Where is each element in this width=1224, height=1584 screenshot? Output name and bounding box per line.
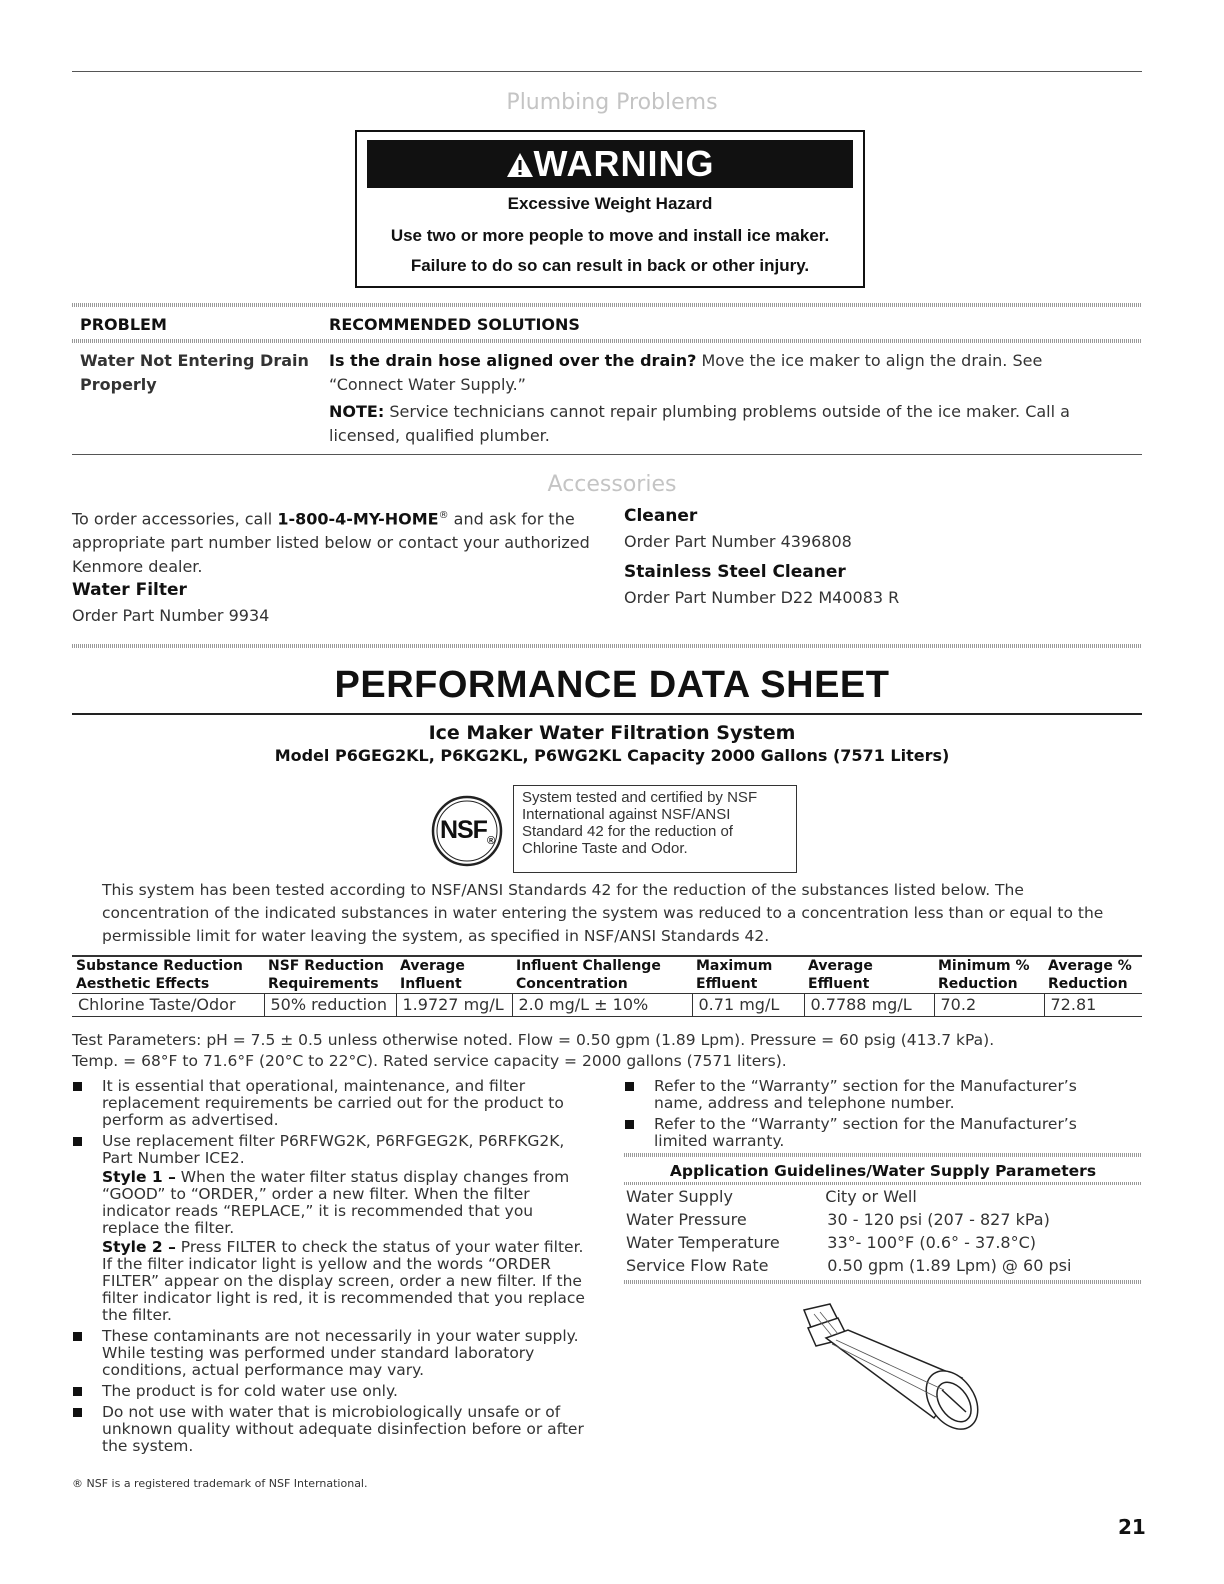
warning-header [367,140,853,188]
th-avg-influent: Average Influent [400,958,465,992]
th-nsf: NSF Reduction Requirements [268,958,384,992]
warning-label: WARNING [533,143,715,184]
performance-subtitle: Ice Maker Water Filtration System [428,722,796,744]
rule [72,454,1142,455]
param-value: 33°- 100°F (0.6° - 37.8°C) [827,1233,1037,1252]
list-item: Refer to the “Warranty” section for the Manufacturer’s name, address and telephone number. [624,1078,1129,1112]
list-item: Refer to the “Warranty” section for the Manufacturer’s limited warranty. [624,1116,1129,1150]
warning-hazard: Excessive Weight Hazard [507,194,713,213]
warning-line-2: Failure to do so can result in back or other injury. [410,256,810,275]
intro-phone: 1-800-4-MY-HOME [277,509,439,529]
note-text [329,400,1109,448]
water-filter-heading: Water Filter [72,580,187,600]
nsf-footnote: ® NSF is a registered trademark of NSF International. [72,1477,368,1490]
table-row [624,1185,1142,1208]
cell: 0.7788 mg/L [804,994,934,1017]
table-row [624,1208,1142,1231]
table-row [624,1254,1142,1277]
th-avg-reduction: Average % Reduction [1048,958,1132,992]
table-row [72,994,1142,1017]
param-value: 0.50 gpm (1.89 Lpm) @ 60 psi [827,1256,1072,1275]
ss-cleaner-heading: Stainless Steel Cleaner [624,562,846,582]
cell: 2.0 mg/L ± 10% [512,994,692,1017]
param-label: Water Pressure [626,1210,747,1229]
test-params-1: Test Parameters: pH = 7.5 ± 0.5 unless otherwise noted. Flow = 0.50 gpm (1.89 Lpm). Pressure = 60 psig (413.7 kPa). [72,1031,995,1049]
app-guidelines-title: Application Guidelines/Water Supply Parameters [669,1162,1097,1180]
list-item: These contaminants are not necessarily in your water supply. While testing was performed under standard laboratory conditions, actual performance may vary. [72,1328,592,1379]
note-body: Service technicians cannot repair plumbing problems outside of the ice maker. Call a licensed, qualified plumber. [329,402,1070,445]
registered-mark: ® [438,510,449,521]
warning-triangle-icon [506,142,534,190]
water-filter-illustration [786,1300,996,1440]
solution-answer: Move the ice maker to align the drain. See “Connect Water Supply.” [329,351,1043,394]
title-rule [72,713,1142,715]
accessories-section-title: Accessories [547,472,677,497]
performance-table-header [72,956,1142,994]
dotted-divider [624,1280,1142,1284]
application-guidelines-table [624,1160,1142,1277]
performance-table [72,955,1142,1017]
cell: 70.2 [934,994,1044,1017]
problem-line-2: Properly [80,375,157,394]
cell: 50% reduction [264,994,396,1017]
style1-label: Style 1 – [102,1168,176,1186]
cleaner-order: Order Part Number 4396808 [624,532,852,551]
ss-cleaner-order: Order Part Number D22 M40083 R [624,588,900,607]
plumbing-section-title: Plumbing Problems [506,90,718,115]
solution-text [329,349,1109,397]
water-filter-order: Order Part Number 9934 [72,606,270,625]
right-bullets [624,1078,1129,1154]
list-item: It is essential that operational, maintenance, and filter replacement requirements be carried out for the product to perform as advertised. [72,1078,592,1129]
th-influent-challenge: Influent Challenge Concentration [516,958,661,992]
dotted-divider [72,644,1142,648]
col-problem-header: PROBLEM [80,315,167,334]
param-label: Water Supply [626,1187,733,1206]
th-max-effluent: Maximum Effluent [696,958,773,992]
th-avg-effluent: Average Effluent [808,958,873,992]
note-label: NOTE: [329,402,385,421]
nsf-registered: ® [486,835,495,847]
param-label: Water Temperature [626,1233,780,1252]
performance-model: Model P6GEG2KL, P6KG2KL, P6WG2KL Capacity 2000 Gallons (7571 Liters) [274,746,950,765]
test-params-2: Temp. = 68°F to 71.6°F (20°C to 22°C). Rated service capacity = 2000 gallons (7571 liters). [72,1052,787,1070]
problem-line-1: Water Not Entering Drain [80,351,309,370]
top-rule [72,71,1142,72]
style2-label: Style 2 – [102,1238,176,1256]
list-item: Use replacement filter P6RFWG2K, P6RFGEG2K, P6RFKG2K, Part Number ICE2. Style 1 – When the water filter status display changes from “GOOD” to “ORDER,” order a new filter. When the filter indicator reads “REPLACE,” it is recommended that you replace the filter. Style 2 – Press FILTER to check the status of your water filter. If the filter indicator light is yellow and the words “ORDER FILTER” appear on the display screen, order a new filter. If the filter indicator light is red, it is recommended that you replace the filter. [72,1133,592,1324]
param-value: 30 - 120 psi (207 - 827 kPa) [827,1210,1050,1229]
table-row [624,1231,1142,1254]
nsf-logo [431,795,503,867]
th-substance: Substance Reduction Aesthetic Effects [76,958,243,992]
cell: Chlorine Taste/Odor [78,995,236,1014]
param-value: City or Well [825,1187,917,1206]
performance-paragraph: This system has been tested according to NSF/ANSI Standards 42 for the reduction of the substances listed below. The concentration of the indicated substances in water entering the system was reduced to a concentration less than or equal to the permissible limit for water leaving the system, as specified in NSF/ANSI Standards 42. [102,881,1104,945]
intro-pre: To order accessories, call [72,509,278,529]
list-item: The product is for cold water use only. [72,1383,592,1400]
cell: 0.71 mg/L [692,994,804,1017]
nsf-certification-box: System tested and certified by NSF International against NSF/ANSI Standard 42 for the reduction of Chlorine Taste and Odor. [513,785,797,873]
page-number: 21 [1118,1515,1146,1539]
cell: 1.9727 mg/L [396,994,512,1017]
warning-line-1: Use two or more people to move and install ice maker. [390,226,830,245]
performance-title: PERFORMANCE DATA SHEET [334,664,890,706]
list-item: Do not use with water that is microbiologically unsafe or of unknown quality without adequate disinfection before or after the system. [72,1404,592,1455]
intro-post: and ask for the appropriate part number listed below or contact your authorized Kenmore dealer. [72,509,590,577]
style2-text: Press FILTER to check the status of your water filter. If the filter indicator light is yellow and the words “ORDER FILTER” appear on the display screen, order a new filter. If the filter indicator light is red, it is recommended that you replace the filter. [102,1238,585,1324]
left-bullets [72,1078,592,1459]
cell: 72.81 [1044,994,1142,1017]
accessories-intro [72,504,592,579]
dotted-divider [72,339,1142,343]
nsf-logo-text: NSF [439,816,487,844]
param-label: Service Flow Rate [626,1256,769,1275]
dotted-divider [72,303,1142,307]
solution-question: Is the drain hose aligned over the drain? [329,351,697,370]
cleaner-heading: Cleaner [624,506,698,526]
col-solutions-header: RECOMMENDED SOLUTIONS [329,315,580,334]
style1-text: When the water filter status display changes from “GOOD” to “ORDER,” order a new filter. When the filter indicator reads “REPLACE,” it is recommended that you replace the filter. [102,1168,570,1237]
dotted-divider [624,1153,1142,1157]
warning-box [355,130,865,288]
th-min-reduction: Minimum % Reduction [938,958,1030,992]
